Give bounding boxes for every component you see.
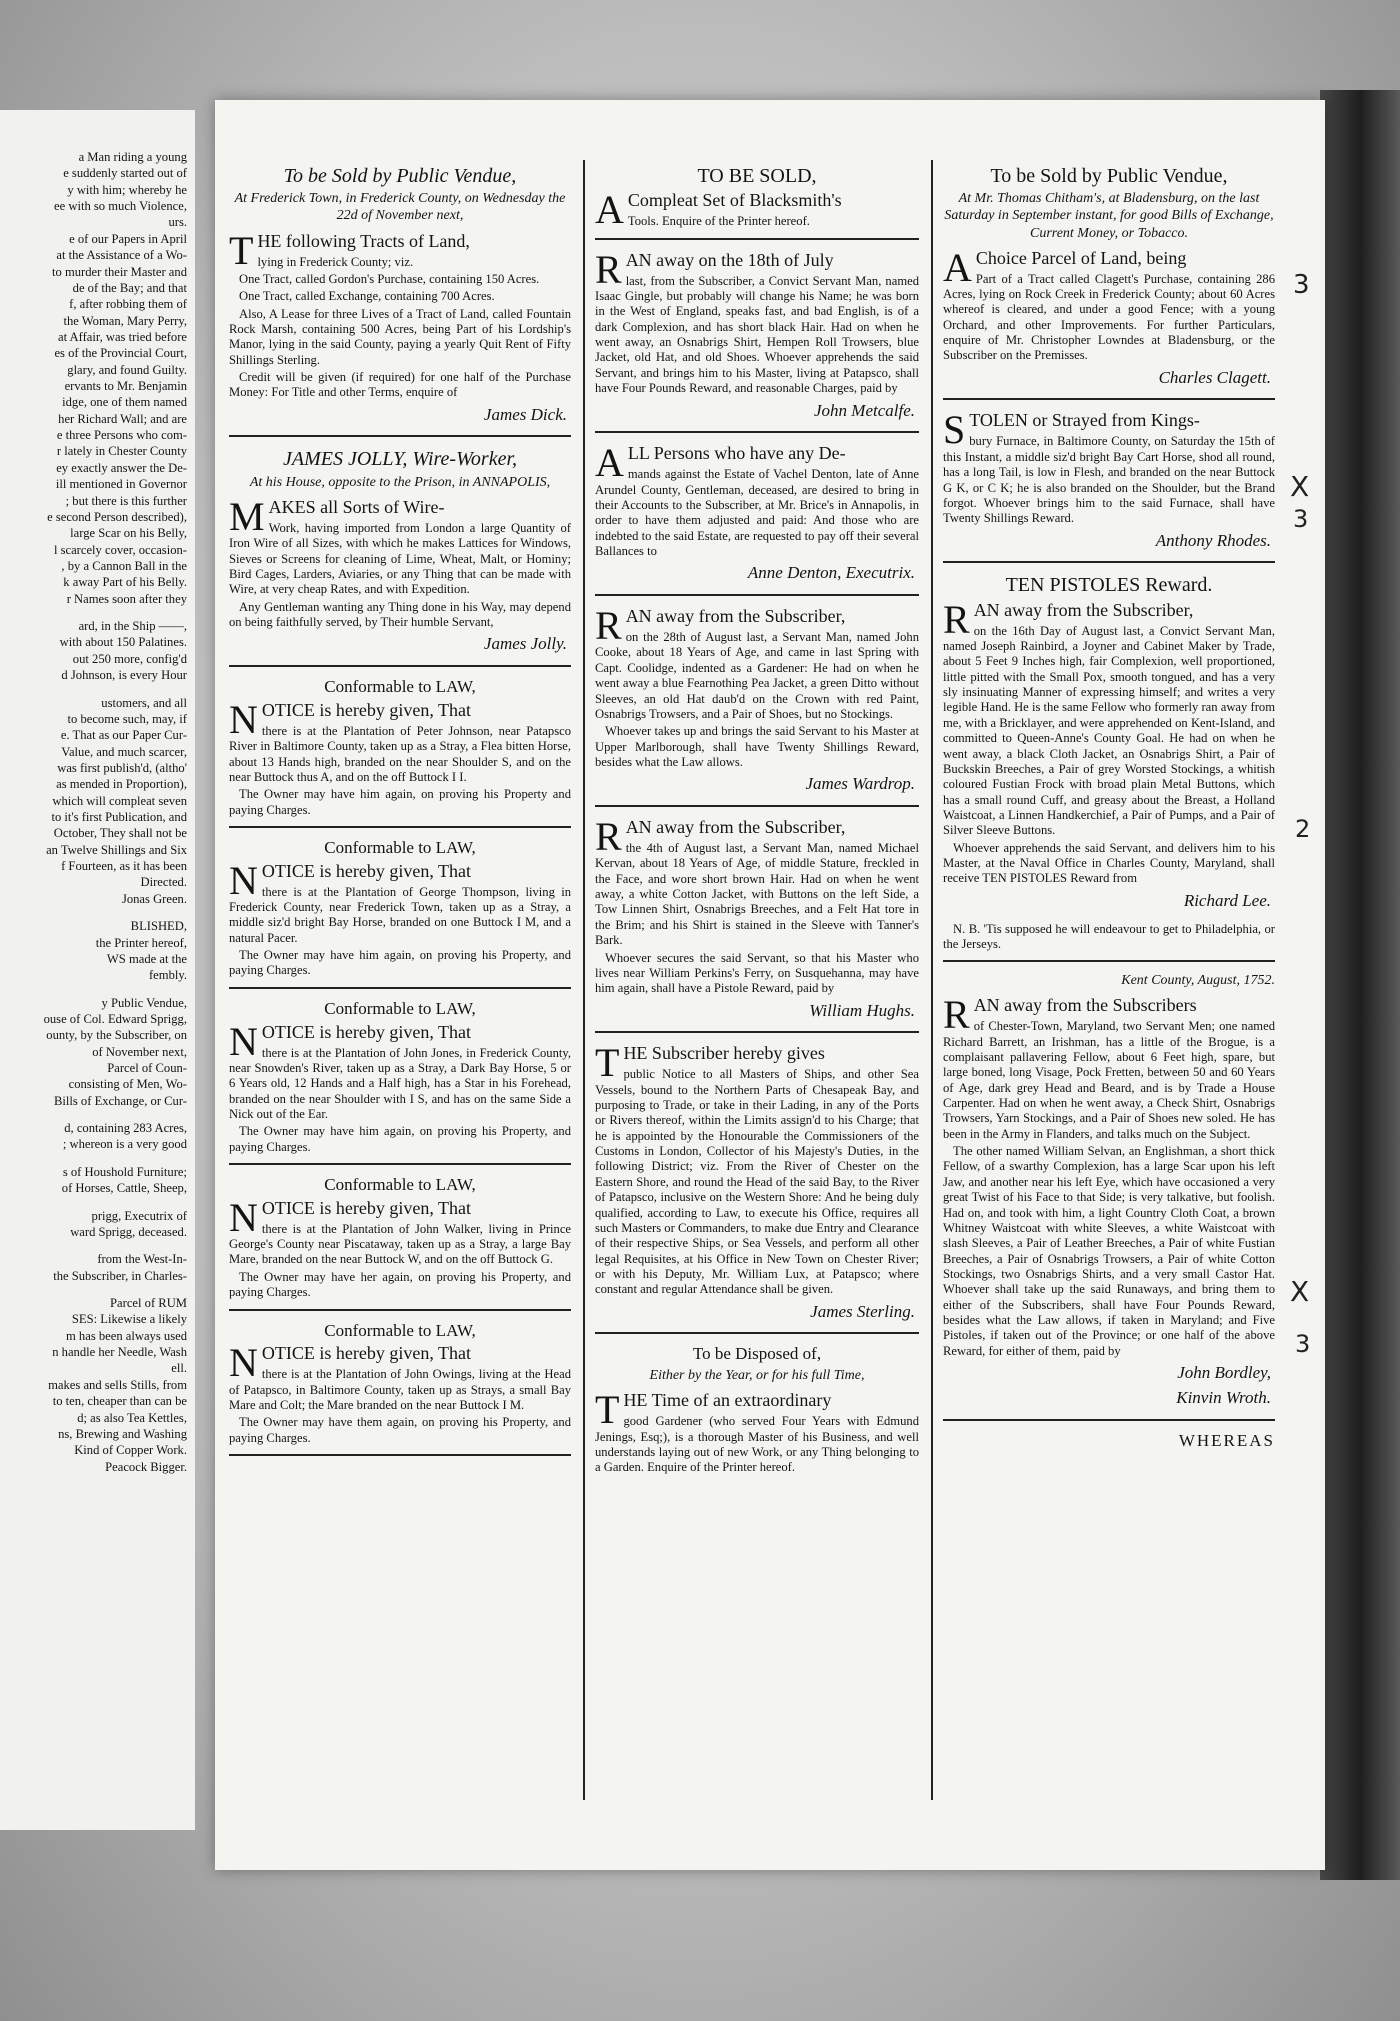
left-page-line: October, They shall not be <box>53 826 187 841</box>
left-page-line: consisting of Men, Wo- <box>68 1077 187 1092</box>
column-3 <box>943 160 1275 1451</box>
left-page-line: at the Assistance of a Wo- <box>56 248 187 263</box>
drop-cap: A <box>595 440 624 486</box>
left-page-line: from the West-In- <box>97 1252 187 1267</box>
separator <box>229 1309 571 1311</box>
drop-cap: M <box>229 493 265 539</box>
stray-notice <box>229 677 571 828</box>
separator <box>229 1454 571 1456</box>
ad-lead: AN away from the Subscriber, <box>625 606 846 627</box>
ad-heading: To be Sold by Public Vendue, <box>283 165 517 187</box>
signature: James Wardrop. <box>805 774 915 794</box>
margin-mark: 3 <box>1293 505 1309 533</box>
left-page-line: de of the Bay; and that <box>72 280 187 295</box>
ad-text: Any Gentleman wanting any Thing done in his Way, may depend on being faithfully served, by Their humble Servant, <box>229 599 571 630</box>
left-page-line <box>0 908 187 918</box>
drop-cap: T <box>595 1040 620 1086</box>
column-1 <box>229 160 571 1466</box>
left-page-line <box>0 1110 187 1120</box>
left-page-line: of November next, <box>92 1044 187 1059</box>
left-page-line: ervants to Mr. Benjamin <box>64 379 187 394</box>
notice-text: there is at the Plantation of John Jones, in Frederick County, near Snowden's River, taken up as a Stray, a Dark Bay Horse, 5 or 6 Years old, 12 Hands and a Half high, has a Star in his Forehead, branded on the near Shoulder with I S, and has on the same Side a Nick out of the Ear. <box>229 1045 571 1121</box>
stray-notice <box>229 1321 571 1456</box>
ad-text: One Tract, called Gordon's Purchase, containing 150 Acres. <box>239 271 540 286</box>
left-page-line: ; whereon is a very good <box>62 1137 187 1152</box>
left-page-line: Parcel of RUM <box>110 1296 187 1310</box>
drop-cap: T <box>229 227 254 273</box>
ad-text: The other named William Selvan, an Englishman, a short thick Fellow, of a swarthy Complexion, has a large Scar upon his left Jaw, and another near his left Eye, which have occasioned a very great Twist of his Face to that Side; is very talkative, but foolish. Had on, and took with him, a light Country Cloth Coat, a brown Whitney Waistcoat with white Sleeves, a white Waistcoat with slash Sleeves, a Pair of Leather Breeches, a Pair of white Fustian Breeches, a Pair of Osnabrigs Trowsers, a Pair of white Cotton Stockings, two Osnabrigs Shirts, and a very small Castor Hat. Whoever shall take up the said Runaways, and bring them to either of the Subscribers, shall have Four Pounds Reward, besides what the Law allows, if taken in Maryland; and Five Pistoles, if taken out of the Province; or one half of the above Reward, for either of them, paid by <box>943 1144 1275 1358</box>
notice-heading: Conformable to LAW, <box>324 998 476 1018</box>
left-page-line: urs. <box>168 215 187 230</box>
left-page-line: Bills of Exchange, or Cur- <box>53 1093 187 1108</box>
signature: William Hughs. <box>809 1000 915 1020</box>
left-page-line: with about 150 Palatines. <box>59 635 187 650</box>
margin-mark: X <box>1290 1275 1310 1308</box>
separator <box>943 398 1275 400</box>
drop-cap: A <box>595 187 624 233</box>
left-page-line: ; but there is this further <box>65 493 187 508</box>
left-page-line: Jonas Green. <box>121 891 187 906</box>
ad-subheading: Either by the Year, or for his full Time, <box>649 1368 865 1384</box>
drop-cap: N <box>229 1018 258 1064</box>
ad-text: Also, A Lease for three Lives of a Tract of Land, called Fountain Rock Marsh, containing 500 Acres, being Part of his Lordship's Manor, lying in the said County, paying a yearly Quit Rent of Fifty Shillings Sterling. <box>229 306 571 367</box>
drop-cap: R <box>595 603 622 649</box>
left-page-line: out 250 more, config'd <box>72 651 187 666</box>
left-page-line: ouse of Col. Edward Sprigg, <box>43 1011 187 1026</box>
left-page-line: e second Person described), <box>47 509 187 524</box>
ad-text: One Tract, called Exchange, containing 700 Acres. <box>239 289 495 304</box>
column-rule-2 <box>931 160 933 1800</box>
ad-text: Whoever takes up and brings the said Servant to his Master at Upper Marlborough, shall have Twenty Shillings Reward, besides what the Law allows. <box>595 724 919 769</box>
ad-text: of Chester-Town, Maryland, two Servant Men; one named Richard Barrett, an Irishman, has a little of the Brogue, is a complaisant pallavering Fellow, about 6 Feet high, spare, but large boned, long Visage, Pock Fretten, between 50 and 60 Years of Age, dark grey Head and Beard, and is by Trade a House Carpenter. Had on when he went away, a Check Shirt, Osnabrigs Trowsers, Yarn Stockings, and a Pair of Shoes new soled. He has been in the Army in Flanders, and talks much on the Subject. <box>943 1019 1275 1141</box>
left-page-line: ward Sprigg, deceased. <box>70 1224 187 1239</box>
left-page-line: y with him; whereby he <box>67 182 187 197</box>
ad-heading: TO BE SOLD, <box>697 165 817 187</box>
left-page-line: to ten, cheaper than can be <box>52 1394 187 1409</box>
stray-notice <box>229 999 571 1165</box>
signature: James Dick. <box>483 404 567 424</box>
separator <box>595 431 919 433</box>
left-page-line: the Subscriber, in Charles- <box>53 1268 187 1283</box>
left-page-line: was first publish'd, (altho' <box>57 760 187 775</box>
left-page-line: to it's first Publication, and <box>51 810 187 825</box>
catchword: WHEREAS <box>1178 1430 1275 1450</box>
ad-text: Work, having imported from London a large Quantity of Iron Wire of all Sizes, with which he makes Lattices for Windows, Sieves or Screens for cleaning of Lime, Wheat, Malt, or Hominy; Bird Cages, Larders, Aviaries, or any Thing that can be made with Wire, at very cheap Rates, and with Expedition. <box>229 520 571 597</box>
stray-notice <box>229 1175 571 1310</box>
left-page-line <box>0 1241 187 1251</box>
notice-owner: The Owner may have him again, on proving his Property, and paying Charges. <box>229 948 571 978</box>
left-page-line: l scarcely cover, occasion- <box>53 542 187 557</box>
margin-mark: 3 <box>1295 1330 1311 1358</box>
left-page-line <box>0 685 187 695</box>
left-page-line: e. That as our Paper Cur- <box>60 728 187 743</box>
left-page-line: WS made at the <box>106 951 187 966</box>
ad-text: last, from the Subscriber, a Convict Servant Man, named Isaac Gingle, but probably will change his Name; he was born in the West of England, speaks fast, and bad English, is of a dark Complexion, and has short black Hair. Had on when he went away, an Osnabrigs Shirt, Hempen Roll Trowsers, blue Jacket, old Hat, and old Shoes. Whoever apprehends the said Servant, and brings him to his Master, living at Patapsco, shall have Four Pounds Reward, and reasonable Charges, paid by <box>595 273 919 396</box>
left-page-line: ey exactly answer the De- <box>56 460 187 475</box>
left-page-line: glary, and found Guilty. <box>67 362 187 377</box>
notice-text: there is at the Plantation of Peter Johnson, near Patapsco River in Baltimore County, taken up as a Stray, a Flea bitten Horse, about 13 Hands high, branded on the near Shoulder S, and on the near Buttock thus A, and on the off Buttock I I. <box>229 723 571 784</box>
notice-owner: The Owner may have her again, on proving his Property, and paying Charges. <box>229 1269 571 1300</box>
separator <box>943 561 1275 563</box>
signature: Kinvin Wroth. <box>1176 1387 1271 1407</box>
left-page-line: ard, in the Ship ——, <box>78 619 187 634</box>
notice-lead: OTICE is hereby given, That <box>261 1021 472 1042</box>
left-page-line: which will compleat seven <box>52 793 187 808</box>
left-page-line: y Public Vendue, <box>101 995 187 1010</box>
separator <box>229 665 571 667</box>
left-page-line: ell. <box>171 1361 187 1376</box>
separator <box>229 826 571 828</box>
drop-cap: R <box>595 246 622 292</box>
left-page-line: ill mentioned in Governor <box>55 477 187 492</box>
left-page-line: e suddenly started out of <box>63 166 187 181</box>
left-page-line: makes and sells Stills, from <box>48 1377 187 1392</box>
drop-cap: N <box>229 696 258 742</box>
ad-text: the 4th of August last, a Servant Man, named Michael Kervan, about 18 Years of Age, of middle Stature, freckled in the Face, and wore short brown Hair. Had on when he went away, a white Cotton Jacket, with Buttons on the left Side, a Tow Linnen Shirt, Osnabrigs Breeches, and a Felt Hat tore in the Brim; and his Shirt is stained in the Sleeve with Tanner's Bark. <box>595 840 919 948</box>
left-page-line: at Affair, was tried before <box>58 329 187 344</box>
left-page-line: Kind of Copper Work. <box>74 1443 187 1458</box>
notice-heading: Conformable to LAW, <box>324 837 476 857</box>
stray-notices <box>229 677 571 1456</box>
ad-text: Whoever apprehends the said Servant, and delivers him to his Master, at the Naval Office in Charles County, Maryland, shall receive TEN PISTOLES Reward from <box>943 840 1275 886</box>
left-page-line: Value, and much scarcer, <box>61 744 187 759</box>
ad-text: on the 28th of August last, a Servant Man, named John Cooke, about 18 Years of Age, and came in last Spring with Capt. Coolidge, indented as a Gardener: He had on when he went away a blue Fearnothing Pea Jacket, a green Ditto without Sleeves, an old Hat daub'd on the Crown with red Paint, Osnabrigs Trowsers, and a Pair of Shoes, but no Stockings. <box>595 630 919 721</box>
left-page-line: es of the Provincial Court, <box>54 346 187 361</box>
left-page-line: , by a Cannon Ball in the <box>61 558 187 573</box>
left-page-lines <box>0 110 195 1475</box>
left-page-line: f Fourteen, as it has been <box>61 859 187 874</box>
notice-text: there is at the Plantation of George Thompson, living in Frederick County, near Frederick Town, taken up as a Stray, a middle siz'd bright Bay Horse, branded on one Buttock I M, and a natural Pacer. <box>229 884 571 945</box>
ad-lead: TOLEN or Strayed from Kings- <box>969 410 1200 431</box>
left-page-line: Peacock Bigger. <box>105 1459 187 1474</box>
margin-mark: 2 <box>1295 815 1311 843</box>
signature: Charles Clagett. <box>1158 367 1271 387</box>
left-page-line: the Printer hereof, <box>95 935 187 950</box>
ad-heading: JAMES JOLLY, Wire-Worker, <box>282 448 518 471</box>
left-page-line: ounty, by the Subscriber, on <box>46 1028 187 1043</box>
ad-subheading: At Frederick Town, in Frederick County, on Wednesday the 22d of November next, <box>234 191 566 224</box>
separator <box>229 435 571 437</box>
signature: John Metcalfe. <box>813 400 915 420</box>
left-page-line: as mended in Proportion), <box>56 777 187 792</box>
column-rule-1 <box>583 160 585 1800</box>
book-spine <box>1320 90 1400 1880</box>
left-facing-page <box>0 110 195 1830</box>
left-page-line: to murder their Master and <box>52 264 187 279</box>
column-2 <box>595 160 919 1478</box>
drop-cap: R <box>943 596 970 642</box>
left-page-line: d; as also Tea Kettles, <box>77 1410 187 1425</box>
notice-lead: OTICE is hereby given, That <box>261 1343 472 1364</box>
notice-lead: OTICE is hereby given, That <box>261 699 472 720</box>
left-page-line: f, after robbing them of <box>69 297 187 312</box>
ad-heading: To be Sold by Public Vendue, <box>990 165 1228 187</box>
separator <box>595 238 919 240</box>
notice-heading: Conformable to LAW, <box>324 1175 476 1195</box>
left-page-line: n handle her Needle, Wash <box>52 1345 187 1360</box>
ad-lead: Compleat Set of Blacksmith's <box>627 190 842 211</box>
ad-lead: HE following Tracts of Land, <box>257 230 470 251</box>
ad-text: Credit will be given (if required) for one half of the Purchase Money: For Title and other Terms, enquire of <box>229 370 571 400</box>
ad-text: lying in Frederick County; viz. <box>257 254 414 269</box>
left-page-line: fembly. <box>148 968 187 983</box>
ad-lead: HE Subscriber hereby gives <box>623 1043 825 1064</box>
left-page-line: ee with so much Violence, <box>54 199 187 214</box>
ad-lead: LL Persons who have any De- <box>627 443 846 464</box>
left-page-line: e of our Papers in April <box>69 231 187 246</box>
left-page-line: k away Part of his Belly. <box>63 575 187 590</box>
left-page-line <box>0 608 187 618</box>
drop-cap: A <box>943 244 972 290</box>
drop-cap: R <box>595 814 622 860</box>
separator <box>595 805 919 807</box>
drop-cap: N <box>229 1340 258 1386</box>
notice-heading: Conformable to LAW, <box>324 677 476 697</box>
notice-owner: The Owner may have him again, on proving his Property, and paying Charges. <box>229 1124 571 1154</box>
left-page-line: the Woman, Mary Perry, <box>63 313 187 328</box>
ad-subheading: At Mr. Thomas Chitham's, at Bladensburg, on the last Saturday in September instant, for good Bills of Exchange, Current Money, or Tobacco. <box>944 191 1274 241</box>
left-page-line: a Man riding a young <box>78 150 187 164</box>
left-page-line: BLISHED, <box>130 919 187 934</box>
ad-lead: Choice Parcel of Land, being <box>975 247 1187 268</box>
ad-lead: AN away from the Subscriber, <box>625 817 846 838</box>
ad-note: N. B. 'Tis supposed he will endeavour to get to Philadelphia, or the Jerseys. <box>943 921 1275 951</box>
left-page-line: ns, Brewing and Washing <box>58 1426 187 1441</box>
ad-text: public Notice to all Masters of Ships, and other Sea Vessels, bound to the Northern Parts of Chesapeak Bay, and purposing to Trade, or take in their Lading, in any of the Ports or Rivers thereof, within the Limits assign'd to his Charge; that he is appointed by the Honourable the Commissioners of the Customs in London, Collector of his Majesty's Duties, in the following District; viz. From the River of Chester on the Eastern Shore, and round the Head of the said Bay, to the River of Patapsco, inclusive on the Western Shore: And he being duly qualified, according to Law, to execute his Office, requires all such Masters or Commanders, to make due Entry and Clearance of their respective Ships, or Sea Vessels, and perform all other legal Requisites, at his Office in New Town on Chester River; or with his Deputy, Mr. William Lux, at Patapsco; where constant and regular Attendance shall be given. <box>595 1067 919 1297</box>
ad-text: Whoever secures the said Servant, so that his Master who lives near William Perkins's Ferry, on Susquehanna, may have him again, shall have a Pistole Reward, paid by <box>595 950 919 996</box>
notice-text: there is at the Plantation of John Owings, living at the Head of Patapsco, in Baltimore County, taken up as Strays, a small Bay Mare and Colt; the Mare branded on the near Buttock I M. <box>229 1367 571 1412</box>
notice-lead: OTICE is hereby given, That <box>261 860 472 881</box>
ad-lead: AN away from the Subscriber, <box>973 599 1194 620</box>
notice-owner: The Owner may have him again, on proving his Property and paying Charges. <box>229 787 571 817</box>
notice-owner: The Owner may have them again, on proving his Property, and paying Charges. <box>229 1415 571 1445</box>
left-page-line: e three Persons who com- <box>56 428 187 443</box>
stray-notice <box>229 838 571 989</box>
left-page-line: prigg, Executrix of <box>91 1208 187 1223</box>
notice-text: there is at the Plantation of John Walker, living in Prince George's County near Piscataway, taken up as a Stray, a large Bay Mare, branded on the near Buttock W, and on the off Buttock G. <box>229 1221 571 1267</box>
notice-lead: OTICE is hereby given, That <box>261 1197 472 1218</box>
ad-lead: HE Time of an extraordinary <box>623 1390 832 1411</box>
left-page-line: SES: Likewise a likely <box>71 1312 187 1327</box>
margin-mark: X <box>1290 470 1310 503</box>
ad-text: bury Furnace, in Baltimore County, on Saturday the 15th of this Instant, a middle siz'd bright Bay Cart Horse, shod all round, has a long Tail, is low in Flesh, and branded on the near Buttock G K, or C K; he is also branded on the Shoulder, but the Brand forgot. Whoever brings him to the said Furnace, shall have Twenty Shillings Reward. <box>943 434 1275 526</box>
drop-cap: R <box>943 992 970 1038</box>
ad-lead: AN away on the 18th of July <box>625 249 834 270</box>
drop-cap: T <box>595 1387 620 1433</box>
left-page-line: her Richard Wall; and are <box>58 411 187 426</box>
left-page-line: s of Houshold Furniture; <box>62 1164 187 1179</box>
dateline: Kent County, August, 1752. <box>1121 973 1275 989</box>
left-page-line: an Twelve Shillings and Six <box>46 842 187 857</box>
separator <box>943 1419 1275 1421</box>
notice-heading: Conformable to LAW, <box>324 1320 476 1340</box>
separator <box>943 960 1275 962</box>
drop-cap: N <box>229 857 258 903</box>
left-page-line <box>0 985 187 995</box>
margin-mark: 3 <box>1293 270 1310 300</box>
ad-subheading: At his House, opposite to the Prison, in ANNAPOLIS, <box>249 474 551 490</box>
ad-heading: TEN PISTOLES Reward. <box>1005 574 1213 597</box>
left-page-line <box>0 1154 187 1164</box>
ad-text: good Gardener (who served Four Years with Edmund Jenings, Esq;), is a thorough Master of his Business, and well understands laying out of new Work, or any Thing belonging to a Garden. Enquire of the Printer hereof. <box>595 1414 919 1475</box>
drop-cap: N <box>229 1194 258 1240</box>
signature: Richard Lee. <box>1183 890 1271 910</box>
signature: John Bordley, <box>1177 1363 1271 1383</box>
separator <box>229 987 571 989</box>
left-page-line: idge, one of them named <box>62 395 187 410</box>
signature: Anthony Rhodes. <box>1155 530 1271 550</box>
left-page-line: to become such, may, if <box>67 711 187 726</box>
ad-lead: AN away from the Subscribers <box>973 995 1197 1016</box>
left-page-line: r lately in Chester County <box>56 444 187 459</box>
left-page-line <box>0 1198 187 1208</box>
ad-text: Part of a Tract called Clagett's Purchase, containing 286 Acres, lying on Rock Creek in Frederick County; about 60 Acres whereof is cleared, and under a good Fence; with a young Orchard, and other Improvements. For further Particulars, enquire of Mr. Christopher Lowndes at Bladensburg, or the Subscriber on the Premisses. <box>943 271 1275 363</box>
left-page-line <box>0 1285 187 1295</box>
signature: Anne Denton, Executrix. <box>747 563 915 583</box>
separator <box>595 1332 919 1334</box>
left-page-line: of Horses, Cattle, Sheep, <box>61 1181 187 1196</box>
ad-heading: To be Disposed of, <box>692 1344 822 1364</box>
signature: James Sterling. <box>810 1301 915 1321</box>
ad-text: mands against the Estate of Vachel Denton, late of Anne Arundel County, Gentleman, deceased, are desired to bring in their Accounts to the Subscriber, at Mr. Brice's in Annapolis, in order to have them adjusted and paid: And those who are indebted to the said Estate, are requested to pay off their several Ballances to <box>595 467 919 559</box>
separator <box>229 1163 571 1165</box>
left-page-line: Parcel of Coun- <box>107 1061 187 1076</box>
ad-text: on the 16th Day of August last, a Convict Servant Man, named Joseph Rainbird, a Joyner and Cabinet Maker by Trade, about 5 Feet 9 Inches high, fair Complexion, well proportioned, little pitted with the Small Pox, smooth tongued, and has a very sly insinuating Manner of expressing himself; and writes a very legible Hand. He is the same Fellow who formerly ran away from me, with a Bricklayer, and were apprehended on Kent-Island, and committed to Queen-Anne's County Goal. He had on when he went away, a black Cloth Jacket, an Osnabrigs Shirt, a Pair of Buckskin Breeches, a Pair of grey Worsted Stockings, a whitish coloured Fustian Frock with broad plain Metal Buttons, which has a small round Cuff, and greasy about the Breast, a Holland Waistcoat, a Linnen Handkerchief, a Pair of Pumps, and a Pair of Silver Sleeve Buttons. <box>943 623 1275 838</box>
ad-lead: AKES all Sorts of Wire- <box>268 496 445 517</box>
left-page-line: m has been always used <box>65 1328 187 1343</box>
ad-text: Tools. Enquire of the Printer hereof. <box>627 214 810 229</box>
left-page-line: d Johnson, is every Hour <box>61 668 187 683</box>
left-page-line: large Scar on his Belly, <box>70 526 187 541</box>
left-page-line: Directed. <box>140 875 187 890</box>
separator <box>595 1031 919 1033</box>
left-page-line: r Names soon after they <box>66 591 187 606</box>
left-page-line: d, containing 283 Acres, <box>64 1121 187 1136</box>
drop-cap: S <box>943 407 966 453</box>
signature: James Jolly. <box>483 634 567 654</box>
newspaper-page <box>215 100 1325 1870</box>
left-page-line: ustomers, and all <box>101 695 187 710</box>
separator <box>595 594 919 596</box>
